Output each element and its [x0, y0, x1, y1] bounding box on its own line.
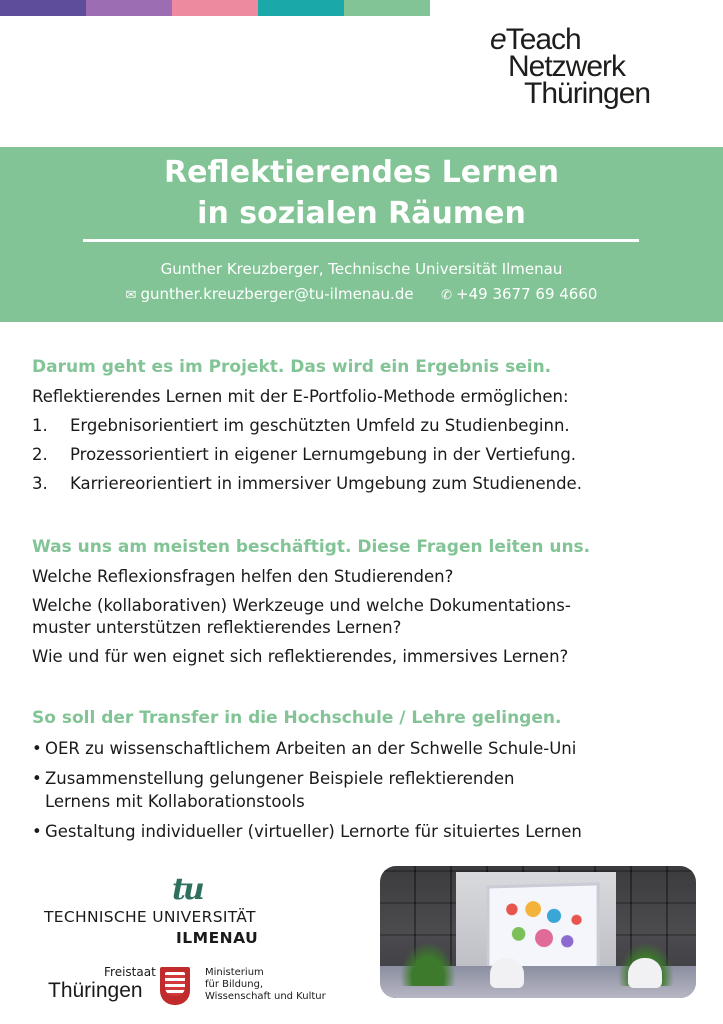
tu-mark-icon: tu	[172, 872, 202, 907]
bullet-list	[32, 737, 702, 843]
tu-city: ILMENAU	[176, 929, 259, 947]
list-item: • OER zu wissenschaftlichem Arbeiten an der Schwelle Schule-Uni	[32, 739, 577, 758]
phone-number: +49 3677 69 4660	[456, 285, 598, 303]
tu-name: TECHNISCHE UNIVERSITÄT	[44, 908, 256, 926]
eteach-logo	[486, 23, 686, 110]
section-guiding-questions	[32, 535, 702, 668]
author-line: Gunther Kreuzberger, Technische Universität Ilmenau	[160, 260, 563, 278]
contact-line	[0, 285, 723, 303]
chair-icon	[490, 958, 524, 988]
list-item: 2. Prozessorientiert in eigener Lernumgebung in der Vertiefung.	[32, 445, 577, 464]
section-heading: Was uns am meisten beschäftigt. Diese Fragen leiten uns.	[32, 537, 591, 557]
color-bar-segment-purple	[0, 0, 86, 16]
question-1: Welche Reflexionsfragen helfen den Studierenden?	[32, 567, 454, 586]
logo-line-2: Netzwerk	[508, 50, 626, 83]
envelope-icon: ✉	[125, 288, 137, 303]
section-project-goals	[32, 355, 702, 496]
title-banner	[0, 147, 723, 322]
list-item: • Zusammenstellung gelungener Beispiele reflektierenden Lernens mit Kollaborationstools	[32, 769, 515, 811]
numbered-list	[32, 414, 702, 496]
plant-icon	[400, 942, 456, 986]
virtual-room-image	[380, 866, 696, 998]
color-bar-segment-violet	[86, 0, 172, 16]
color-bar-segment-teal	[258, 0, 344, 16]
logo-line-3: Thüringen	[524, 77, 651, 110]
section-intro: Reflektierendes Lernen mit der E-Portfolio-Methode ermöglichen:	[32, 387, 569, 406]
coat-of-arms-icon	[160, 967, 190, 1005]
list-item: 1. Ergebnisorientiert im geschützten Umfeld zu Studienbeginn.	[32, 416, 570, 435]
freistaat-label: Freistaat	[104, 965, 156, 979]
question-3: Wie und für wen eignet sich reflektierendes, immersives Lernen?	[32, 647, 569, 666]
ministry-name: Ministerium für Bildung, Wissenschaft und Kultur	[205, 967, 326, 1002]
logo-line-1: eTeach	[490, 23, 581, 56]
chair-icon	[628, 958, 662, 988]
color-bar	[0, 0, 430, 16]
email-link[interactable]: gunther.kreuzberger@tu-ilmenau.de	[140, 285, 414, 303]
page-title-line-2: in sozialen Räumen	[197, 196, 526, 231]
title-divider	[83, 239, 639, 242]
page-title-line-1: Reflektierendes Lernen	[164, 155, 559, 190]
question-2: Welche (kollaborativen) Werkzeuge und welche Dokumentations- muster unterstützen reflektierendes Lernen?	[32, 596, 571, 637]
section-heading: So soll der Transfer in die Hochschule / Lehre gelingen.	[32, 708, 562, 728]
list-item: • Gestaltung individueller (virtueller) Lernorte für situiertes Lernen	[32, 822, 582, 841]
section-heading: Darum geht es im Projekt. Das wird ein Ergebnis sein.	[32, 357, 552, 377]
list-item: 3. Karriereorientiert in immersiver Umgebung zum Studienende.	[32, 474, 582, 493]
thueringen-ministry-logo	[48, 965, 348, 1015]
color-bar-segment-green	[344, 0, 430, 16]
color-bar-segment-pink	[172, 0, 258, 16]
section-transfer	[32, 706, 702, 843]
thueringen-label: Thüringen	[48, 979, 143, 1002]
phone-icon: ✆	[441, 288, 453, 303]
